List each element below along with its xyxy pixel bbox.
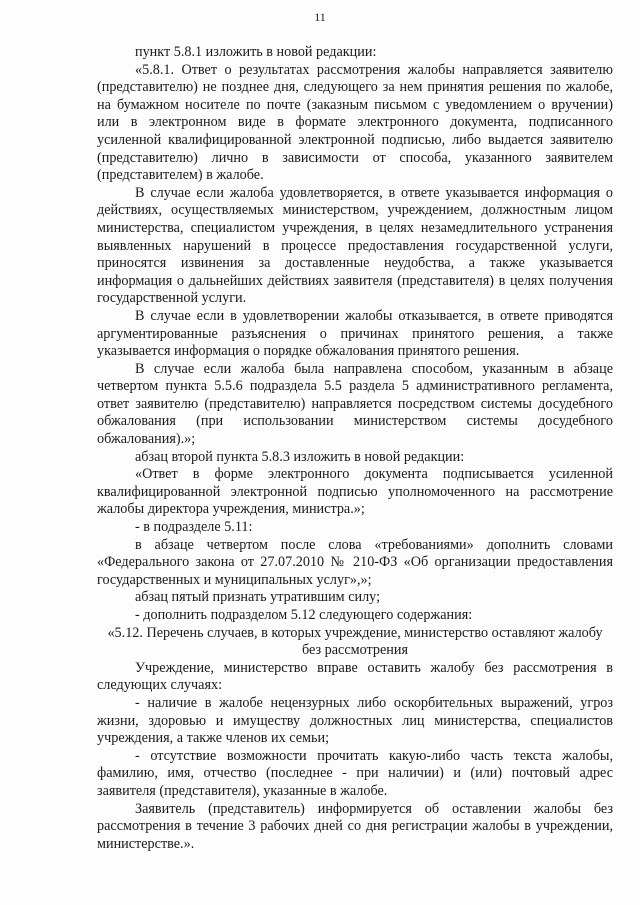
paragraph-void-fifth: абзац пятый признать утратившим силу; [135, 589, 381, 606]
paragraph-intro-5-8-3: абзац второй пункта 5.8.3 изложить в новой редакции: [135, 448, 465, 465]
document-body [97, 44, 613, 853]
paragraph-5-8-1-text: «5.8.1. Ответ о результатах рассмотрения жалобы направляется заявителю (представителю) не позднее дня, следующего за нем принятия решения по жалобе, на бумажном носителе по почте (заказным письмом с уведомлением о вручении) или в электронном виде в формате электронного документа, подписанного усиленной квалифицированной электронной подписью, либо выдается заявителю (представителю) лично в зависимости от способа, указанного заявителем (представителем) в жалобе. [97, 61, 613, 184]
paragraph-add-words: в абзаце четвертом после слова «требованиями» дополнить словами «Федерального закона от 27.07.2010 № 210-ФЗ «Об организации предоставления государственных и муниципальных услуг»,»; [97, 536, 613, 588]
page-number: 11 [314, 10, 326, 24]
paragraph-case-unreadable: - отсутствие возможности прочитать какую-либо часть текста жалобы, фамилию, имя, отчество (последнее - при наличии) и (или) почтовый адрес заявителя (представителя), указанные в жалобе. [97, 747, 613, 799]
paragraph-informed: Заявитель (представитель) информируется об оставлении жалобы без рассмотрения в течение 3 рабочих дней со дня регистрации жалобы в учреждении, министерстве.». [97, 800, 613, 852]
paragraph-pre-trial-system: В случае если жалоба была направлена способом, указанным в абзаце четвертом пункта 5.5.6 подраздела 5.5 раздела 5 административного регламента, ответ заявителю (представителю) направляется посредством системы досудебного обжалования (при использовании министерством системы досудебного обжалования).»; [97, 360, 613, 448]
paragraph-case-obscene: - наличие в жалобе нецензурных либо оскорбительных выражений, угроз жизни, здоровью и имуществу должностных лиц министерства, специалистов учреждения, а также членов их семьи; [97, 694, 613, 747]
paragraph-complaint-refused: В случае если в удовлетворении жалобы отказывается, в ответе приводятся аргументированные разъяснения о причинах принятого решения, а также указывается информация о порядке обжалования принятого решения. [97, 307, 613, 360]
paragraph-complaint-satisfied: В случае если жалоба удовлетворяется, в ответе указывается информация о действиях, осуществляемых министерством, учреждением, должностным лицом министерства, специалистом учреждения, в целях незамедлительного устранения выявленных нарушений в процессе предоставления государственной услуги, приносятся извинения за доставленные неудобства, а также указывается информация о дальнейших действиях заявителя (представителя) в целях получения государственной услуги. [97, 184, 613, 307]
paragraph-5-8-3-text: «Ответ в форме электронного документа подписывается усиленной квалифицированной электронной подписью уполномоченного на рассмотрение жалобы директора учреждения, министра.»; [97, 466, 613, 518]
paragraph-intro-5-8-1: пункт 5.8.1 изложить в новой редакции: [135, 44, 377, 60]
paragraph-add-5-12: - дополнить подразделом 5.12 следующего содержания: [135, 607, 473, 623]
paragraph-may-leave: Учреждение, министерство вправе оставить жалобу без рассмотрения в следующих случаях: [97, 659, 613, 694]
paragraph-subsection-5-11: - в подразделе 5.11: [135, 519, 253, 536]
subsection-5-12-heading: «5.12. Перечень случаев, в которых учреждение, министерство оставляют жалобу без рассмотрения [107, 624, 603, 659]
